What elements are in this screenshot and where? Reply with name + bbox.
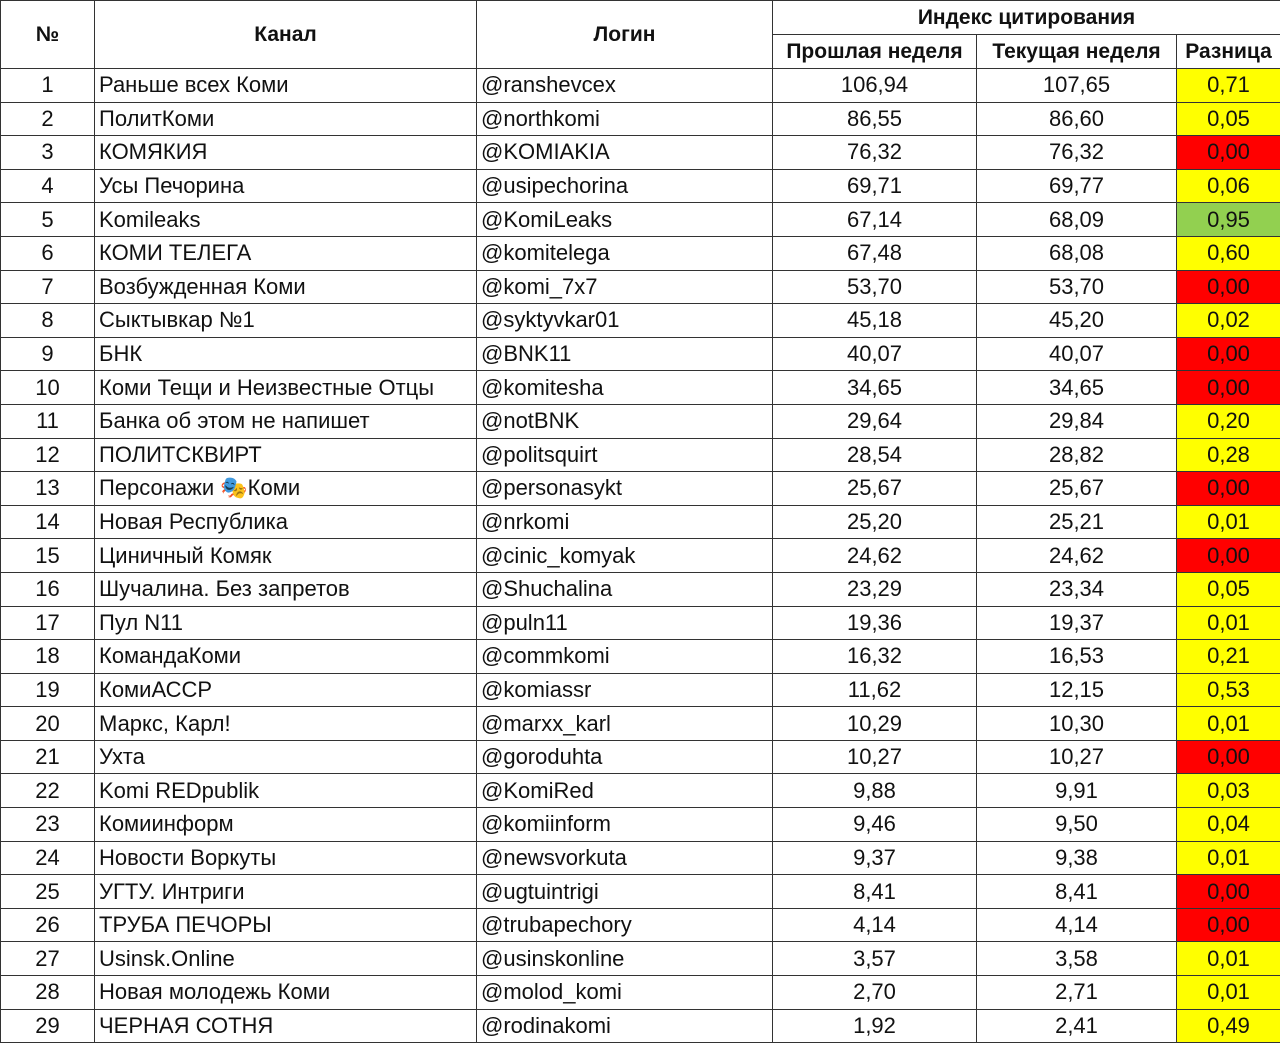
table-row [1, 505, 1280, 539]
table-row [1, 707, 1280, 741]
current-week: 16,53 [977, 640, 1177, 674]
difference: 0,00 [1177, 875, 1280, 909]
current-week: 12,15 [977, 673, 1177, 707]
table-row [1, 1009, 1280, 1043]
table-row [1, 673, 1280, 707]
channel-name: ЧЕРНАЯ СОТНЯ [95, 1009, 477, 1043]
previous-week: 34,65 [773, 371, 977, 405]
difference: 0,00 [1177, 740, 1280, 774]
previous-week: 16,32 [773, 640, 977, 674]
table-row [1, 606, 1280, 640]
table-row [1, 572, 1280, 606]
row-number: 7 [1, 270, 95, 304]
current-week: 9,91 [977, 774, 1177, 808]
current-week: 19,37 [977, 606, 1177, 640]
row-number: 4 [1, 169, 95, 203]
difference: 0,21 [1177, 640, 1280, 674]
table-row [1, 69, 1280, 103]
channel-name: Ухта [95, 740, 477, 774]
table-row [1, 875, 1280, 909]
current-week: 69,77 [977, 169, 1177, 203]
channel-name: ТРУБА ПЕЧОРЫ [95, 908, 477, 942]
channel-name: Новая молодежь Коми [95, 976, 477, 1010]
header-previous-week: Прошлая неделя [773, 35, 977, 69]
table-row [1, 371, 1280, 405]
table-row [1, 841, 1280, 875]
channel-name: Банка об этом не напишет [95, 404, 477, 438]
channel-name: Циничный Комяк [95, 539, 477, 573]
row-number: 25 [1, 875, 95, 909]
difference: 0,01 [1177, 976, 1280, 1010]
difference: 0,60 [1177, 236, 1280, 270]
table-row [1, 270, 1280, 304]
previous-week: 19,36 [773, 606, 977, 640]
channel-name: КОМЯКИЯ [95, 136, 477, 170]
row-number: 16 [1, 572, 95, 606]
previous-week: 8,41 [773, 875, 977, 909]
row-number: 18 [1, 640, 95, 674]
login: @syktyvkar01 [477, 304, 773, 338]
previous-week: 9,46 [773, 808, 977, 842]
current-week: 9,38 [977, 841, 1177, 875]
row-number: 9 [1, 337, 95, 371]
current-week: 23,34 [977, 572, 1177, 606]
current-week: 68,09 [977, 203, 1177, 237]
previous-week: 10,27 [773, 740, 977, 774]
row-number: 19 [1, 673, 95, 707]
login: @nrkomi [477, 505, 773, 539]
table-row [1, 102, 1280, 136]
login: @cinic_komyak [477, 539, 773, 573]
table-row [1, 337, 1280, 371]
channel-name: Комиинформ [95, 808, 477, 842]
previous-week: 67,14 [773, 203, 977, 237]
row-number: 23 [1, 808, 95, 842]
difference: 0,00 [1177, 472, 1280, 506]
table-row [1, 740, 1280, 774]
current-week: 10,27 [977, 740, 1177, 774]
channel-name: ПолитКоми [95, 102, 477, 136]
table-row [1, 438, 1280, 472]
current-week: 40,07 [977, 337, 1177, 371]
row-number: 6 [1, 236, 95, 270]
difference: 0,04 [1177, 808, 1280, 842]
current-week: 8,41 [977, 875, 1177, 909]
table-body [1, 69, 1280, 1043]
login: @molod_komi [477, 976, 773, 1010]
channel-name: Сыктывкар №1 [95, 304, 477, 338]
row-number: 1 [1, 69, 95, 103]
login: @usinskonline [477, 942, 773, 976]
login: @notBNK [477, 404, 773, 438]
login: @BNK11 [477, 337, 773, 371]
difference: 0,00 [1177, 136, 1280, 170]
difference: 0,95 [1177, 203, 1280, 237]
current-week: 28,82 [977, 438, 1177, 472]
difference: 0,20 [1177, 404, 1280, 438]
difference: 0,00 [1177, 539, 1280, 573]
difference: 0,01 [1177, 707, 1280, 741]
row-number: 5 [1, 203, 95, 237]
channel-name: Возбужденная Коми [95, 270, 477, 304]
difference: 0,01 [1177, 942, 1280, 976]
current-week: 86,60 [977, 102, 1177, 136]
table-row [1, 640, 1280, 674]
channel-name: Раньше всех Коми [95, 69, 477, 103]
row-number: 12 [1, 438, 95, 472]
login: @newsvorkuta [477, 841, 773, 875]
previous-week: 53,70 [773, 270, 977, 304]
current-week: 2,41 [977, 1009, 1177, 1043]
login: @usipechorina [477, 169, 773, 203]
row-number: 29 [1, 1009, 95, 1043]
login: @politsquirt [477, 438, 773, 472]
difference: 0,06 [1177, 169, 1280, 203]
login: @goroduhta [477, 740, 773, 774]
channel-name: Новости Воркуты [95, 841, 477, 875]
previous-week: 29,64 [773, 404, 977, 438]
channel-name: БНК [95, 337, 477, 371]
current-week: 68,08 [977, 236, 1177, 270]
login: @komiinform [477, 808, 773, 842]
table-row [1, 808, 1280, 842]
login: @KomiLeaks [477, 203, 773, 237]
login: @komitesha [477, 371, 773, 405]
channel-name: Новая Республика [95, 505, 477, 539]
difference: 0,71 [1177, 69, 1280, 103]
login: @ugtuintrigi [477, 875, 773, 909]
channel-name: УГТУ. Интриги [95, 875, 477, 909]
table-row [1, 169, 1280, 203]
login: @komiassr [477, 673, 773, 707]
channel-name: Komileaks [95, 203, 477, 237]
previous-week: 28,54 [773, 438, 977, 472]
login: @KOMIAKIA [477, 136, 773, 170]
difference: 0,03 [1177, 774, 1280, 808]
previous-week: 10,29 [773, 707, 977, 741]
login: @trubapechory [477, 908, 773, 942]
difference: 0,05 [1177, 102, 1280, 136]
difference: 0,49 [1177, 1009, 1280, 1043]
channel-name: Komi REDpublik [95, 774, 477, 808]
login: @komitelega [477, 236, 773, 270]
difference: 0,01 [1177, 505, 1280, 539]
row-number: 28 [1, 976, 95, 1010]
channel-name: ПОЛИТСКВИРТ [95, 438, 477, 472]
header-difference: Разница [1177, 35, 1280, 69]
header-channel: Канал [95, 1, 477, 69]
difference: 0,00 [1177, 270, 1280, 304]
channel-name: Usinsk.Online [95, 942, 477, 976]
channel-name: КОМИ ТЕЛЕГА [95, 236, 477, 270]
row-number: 17 [1, 606, 95, 640]
row-number: 8 [1, 304, 95, 338]
row-number: 14 [1, 505, 95, 539]
difference: 0,00 [1177, 337, 1280, 371]
previous-week: 24,62 [773, 539, 977, 573]
channel-name: Коми Тещи и Неизвестные Отцы [95, 371, 477, 405]
row-number: 21 [1, 740, 95, 774]
difference: 0,00 [1177, 371, 1280, 405]
header-login: Логин [477, 1, 773, 69]
previous-week: 45,18 [773, 304, 977, 338]
difference: 0,05 [1177, 572, 1280, 606]
row-number: 13 [1, 472, 95, 506]
channel-name: Персонажи 🎭Коми [95, 472, 477, 506]
previous-week: 106,94 [773, 69, 977, 103]
current-week: 2,71 [977, 976, 1177, 1010]
table-row [1, 236, 1280, 270]
current-week: 25,67 [977, 472, 1177, 506]
current-week: 4,14 [977, 908, 1177, 942]
previous-week: 67,48 [773, 236, 977, 270]
current-week: 25,21 [977, 505, 1177, 539]
table-row [1, 976, 1280, 1010]
table-row [1, 908, 1280, 942]
row-number: 26 [1, 908, 95, 942]
row-number: 3 [1, 136, 95, 170]
difference: 0,28 [1177, 438, 1280, 472]
login: @ranshevcex [477, 69, 773, 103]
channel-name: Усы Печорина [95, 169, 477, 203]
login: @Shuchalina [477, 572, 773, 606]
previous-week: 11,62 [773, 673, 977, 707]
row-number: 11 [1, 404, 95, 438]
current-week: 24,62 [977, 539, 1177, 573]
previous-week: 3,57 [773, 942, 977, 976]
row-number: 2 [1, 102, 95, 136]
previous-week: 40,07 [773, 337, 977, 371]
row-number: 27 [1, 942, 95, 976]
channel-name: КомандаКоми [95, 640, 477, 674]
current-week: 9,50 [977, 808, 1177, 842]
previous-week: 2,70 [773, 976, 977, 1010]
previous-week: 86,55 [773, 102, 977, 136]
row-number: 22 [1, 774, 95, 808]
login: @northkomi [477, 102, 773, 136]
login: @komi_7x7 [477, 270, 773, 304]
login: @puln11 [477, 606, 773, 640]
current-week: 29,84 [977, 404, 1177, 438]
table-row [1, 539, 1280, 573]
channel-name: Пул N11 [95, 606, 477, 640]
difference: 0,01 [1177, 841, 1280, 875]
previous-week: 9,88 [773, 774, 977, 808]
difference: 0,53 [1177, 673, 1280, 707]
table-row [1, 942, 1280, 976]
previous-week: 25,67 [773, 472, 977, 506]
difference: 0,02 [1177, 304, 1280, 338]
current-week: 34,65 [977, 371, 1177, 405]
row-number: 24 [1, 841, 95, 875]
current-week: 53,70 [977, 270, 1177, 304]
channel-name: Маркс, Карл! [95, 707, 477, 741]
table-row [1, 304, 1280, 338]
previous-week: 1,92 [773, 1009, 977, 1043]
current-week: 76,32 [977, 136, 1177, 170]
header-citation-index: Индекс цитирования [773, 1, 1280, 35]
row-number: 20 [1, 707, 95, 741]
login: @KomiRed [477, 774, 773, 808]
channel-name: Шучалина. Без запретов [95, 572, 477, 606]
previous-week: 4,14 [773, 908, 977, 942]
difference: 0,01 [1177, 606, 1280, 640]
login: @personasykt [477, 472, 773, 506]
previous-week: 25,20 [773, 505, 977, 539]
channel-name: КомиАССР [95, 673, 477, 707]
login: @commkomi [477, 640, 773, 674]
current-week: 45,20 [977, 304, 1177, 338]
previous-week: 9,37 [773, 841, 977, 875]
login: @marxx_karl [477, 707, 773, 741]
row-number: 15 [1, 539, 95, 573]
header-number: № [1, 1, 95, 69]
table-row [1, 136, 1280, 170]
current-week: 3,58 [977, 942, 1177, 976]
login: @rodinakomi [477, 1009, 773, 1043]
table-row [1, 203, 1280, 237]
difference: 0,00 [1177, 908, 1280, 942]
table-row [1, 404, 1280, 438]
previous-week: 76,32 [773, 136, 977, 170]
table-row [1, 472, 1280, 506]
header-current-week: Текущая неделя [977, 35, 1177, 69]
current-week: 107,65 [977, 69, 1177, 103]
previous-week: 69,71 [773, 169, 977, 203]
row-number: 10 [1, 371, 95, 405]
table-row [1, 774, 1280, 808]
current-week: 10,30 [977, 707, 1177, 741]
previous-week: 23,29 [773, 572, 977, 606]
